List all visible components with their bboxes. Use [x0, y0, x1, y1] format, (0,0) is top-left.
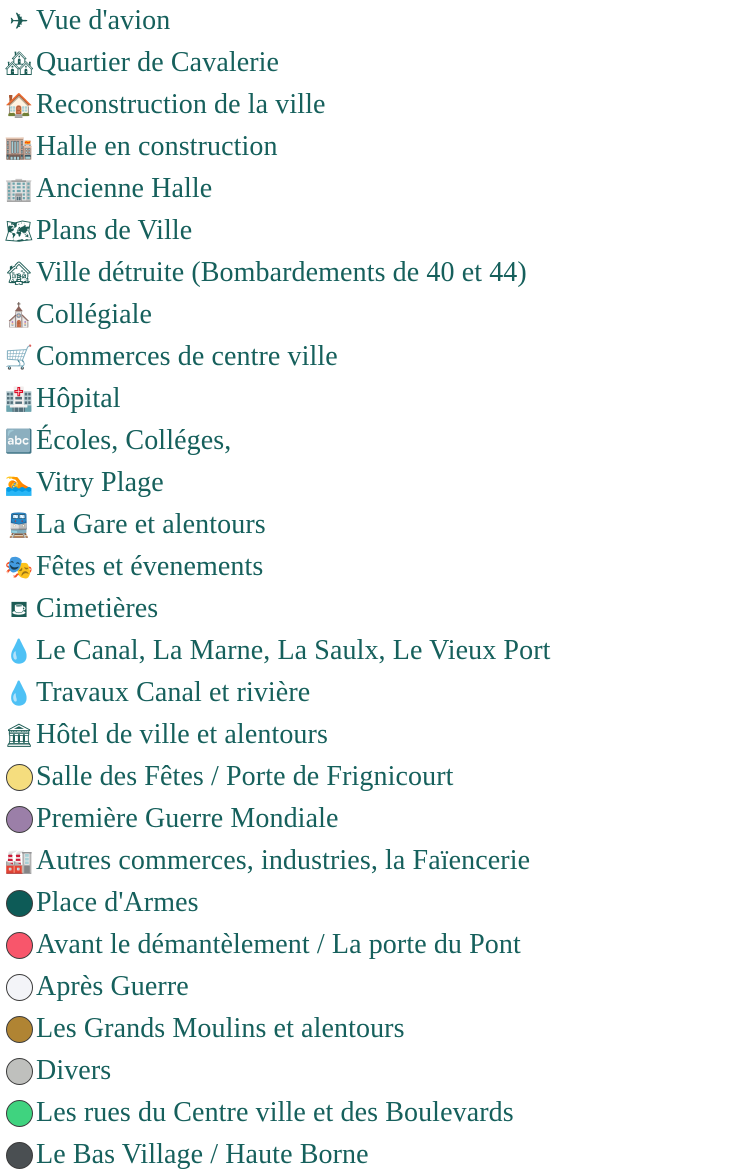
legend-item-label: La Gare et alentours: [36, 509, 266, 540]
legend-item[interactable]: [0, 168, 742, 210]
swimming-beach-icon: 🏊: [4, 470, 34, 496]
water-drop-icon: 💧: [4, 638, 34, 664]
legend-item-label: Les Grands Moulins et alentours: [36, 1013, 405, 1044]
legend-item-label: Ville détruite (Bombardements de 40 et 44): [36, 257, 527, 288]
legend-item[interactable]: [0, 840, 742, 882]
legend-item-label: Hôpital: [36, 383, 121, 414]
shopping-basket-icon: 🛒: [4, 344, 34, 370]
legend-item[interactable]: [0, 924, 742, 966]
festival-masks-icon: 🎭: [4, 554, 34, 580]
legend-item-label: Les rues du Centre ville et des Boulevards: [36, 1097, 514, 1128]
school-abc-icon: 🔤: [4, 428, 34, 454]
legend-item-label: Divers: [36, 1055, 112, 1086]
legend-item[interactable]: [0, 42, 742, 84]
legend-item[interactable]: [0, 462, 742, 504]
color-swatch: [6, 932, 33, 959]
legend-item[interactable]: [0, 630, 742, 672]
legend-item[interactable]: [0, 966, 742, 1008]
house-rebuild-icon: 🏠: [4, 92, 34, 118]
legend-item-label: Première Guerre Mondiale: [36, 803, 339, 834]
legend-item-label: Collégiale: [36, 299, 153, 330]
legend-item-label: Place d'Armes: [36, 887, 199, 918]
legend-item[interactable]: [0, 714, 742, 756]
legend-item-label: Écoles, Colléges,: [36, 425, 232, 456]
color-swatch: [6, 1100, 33, 1127]
legend-item[interactable]: [0, 126, 742, 168]
color-swatch: [6, 806, 33, 833]
legend-item-label: Avant le démantèlement / La porte du Pont: [36, 929, 521, 960]
dark-grey-circle-icon: [2, 1138, 36, 1172]
color-swatch: [6, 890, 33, 917]
legend-item[interactable]: [0, 1050, 742, 1092]
water-works-icon: 💧: [4, 680, 34, 706]
legend-item-label: Fêtes et évenements: [36, 551, 264, 582]
legend-item[interactable]: [0, 336, 742, 378]
city-maps-icon: 🗺: [4, 218, 34, 244]
legend-item[interactable]: [0, 378, 742, 420]
color-swatch: [6, 764, 33, 791]
cavalry-barracks-icon: 🏘: [4, 50, 34, 76]
red-circle-icon: [2, 928, 36, 962]
legend-item[interactable]: [0, 546, 742, 588]
legend-item-label: Travaux Canal et rivière: [36, 677, 311, 708]
legend-item[interactable]: [0, 1008, 742, 1050]
legend-item-label: Après Guerre: [36, 971, 189, 1002]
legend-item-label: Halle en construction: [36, 131, 278, 162]
legend-item[interactable]: [0, 588, 742, 630]
legend-item-label: Vitry Plage: [36, 467, 164, 498]
legend-item[interactable]: [0, 504, 742, 546]
legend-item[interactable]: [0, 798, 742, 840]
legend-item[interactable]: [0, 210, 742, 252]
collegiate-church-icon: ⛪: [4, 302, 34, 328]
legend-item[interactable]: [0, 1092, 742, 1134]
airplane-icon: ✈: [9, 8, 29, 34]
legend-item-label: Commerces de centre ville: [36, 341, 338, 372]
legend-item[interactable]: [0, 1134, 742, 1176]
legend-item-label: Vue d'avion: [36, 5, 171, 36]
white-circle-icon: [2, 970, 36, 1004]
color-swatch: [6, 1016, 33, 1043]
dark-teal-circle-icon: [2, 886, 36, 920]
legend-item-label: Le Bas Village / Haute Borne: [36, 1139, 369, 1170]
legend-item[interactable]: [0, 84, 742, 126]
brown-circle-icon: [2, 1012, 36, 1046]
town-hall-icon: 🏛: [4, 722, 34, 748]
old-market-hall-icon: 🏢: [4, 176, 34, 202]
grey-circle-icon: [2, 1054, 36, 1088]
legend-item-label: Cimetières: [36, 593, 159, 624]
ruined-city-icon: 🏚: [4, 260, 34, 286]
legend-item[interactable]: [0, 672, 742, 714]
legend-item[interactable]: [0, 882, 742, 924]
legend-item-label: Autres commerces, industries, la Faïencerie: [36, 845, 531, 876]
legend-item-label: Ancienne Halle: [36, 173, 213, 204]
market-hall-construction-icon: 🏬: [4, 134, 34, 160]
legend-item-label: Le Canal, La Marne, La Saulx, Le Vieux Port: [36, 635, 551, 666]
color-swatch: [6, 1058, 33, 1085]
purple-circle-icon: [2, 802, 36, 836]
legend-item-label: Salle des Fêtes / Porte de Frignicourt: [36, 761, 454, 792]
legend-item[interactable]: [0, 420, 742, 462]
train-station-icon: 🚆: [4, 512, 34, 538]
legend-item[interactable]: [0, 294, 742, 336]
color-swatch: [6, 974, 33, 1001]
cemetery-icon: ⛾: [9, 596, 29, 622]
legend-item-label: Quartier de Cavalerie: [36, 47, 280, 78]
legend-item-label: Plans de Ville: [36, 215, 193, 246]
factory-icon: 🏭: [4, 848, 34, 874]
color-swatch: [6, 1142, 33, 1169]
legend-item[interactable]: [0, 252, 742, 294]
legend-item[interactable]: [0, 756, 742, 798]
hospital-icon: 🏥: [4, 386, 34, 412]
green-circle-icon: [2, 1096, 36, 1130]
legend-item[interactable]: [0, 0, 742, 42]
legend-item-label: Reconstruction de la ville: [36, 89, 326, 120]
legend-item-label: Hôtel de ville et alentours: [36, 719, 328, 750]
yellow-circle-icon: [2, 760, 36, 794]
